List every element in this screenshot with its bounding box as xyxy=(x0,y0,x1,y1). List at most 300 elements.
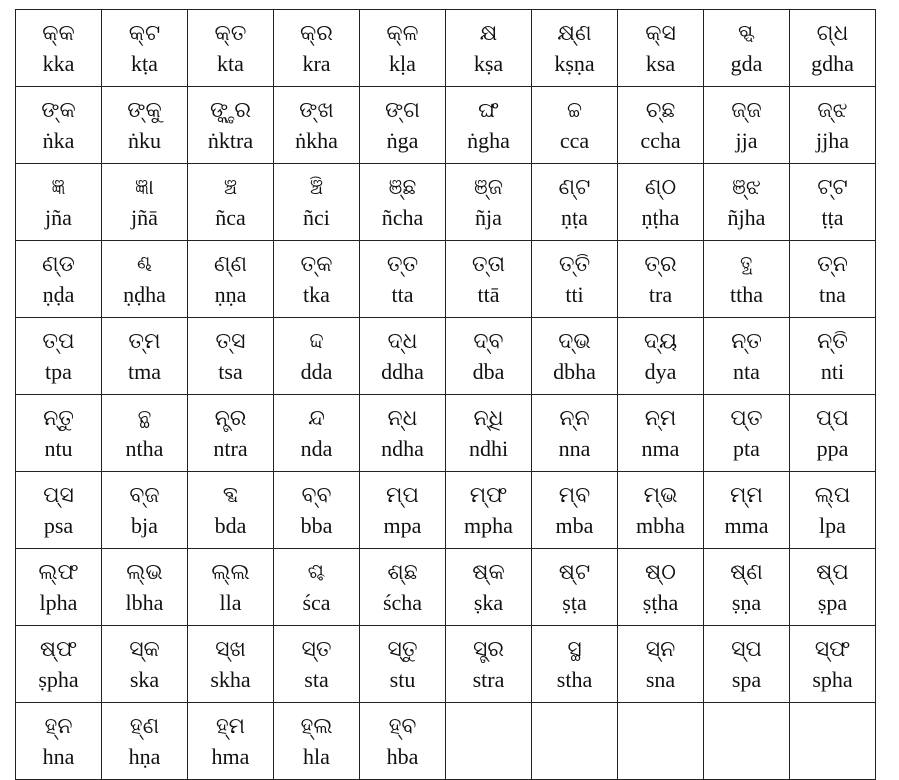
conjunct-cell xyxy=(446,626,532,703)
conjunct-cell xyxy=(188,87,274,164)
odia-conjunct-glyph: ତ୍ତା xyxy=(471,252,506,277)
conjunct-cell xyxy=(446,164,532,241)
odia-conjunct-glyph: ହ୍ଲ xyxy=(300,714,333,739)
conjunct-cell xyxy=(102,395,188,472)
conjunct-cell xyxy=(16,472,102,549)
transliteration-label: ddha xyxy=(381,359,424,384)
odia-conjunct-glyph: ଞ୍ଛ xyxy=(388,175,417,200)
odia-conjunct-glyph: ଙ୍କ xyxy=(41,98,76,123)
conjunct-cell xyxy=(704,164,790,241)
transliteration-label: nna xyxy=(558,436,591,461)
transliteration-label: tta xyxy=(391,282,414,307)
odia-conjunct-glyph: ତ୍ସ xyxy=(215,329,246,354)
odia-conjunct-glyph: ମ୍ବ xyxy=(558,483,591,508)
transliteration-label: kra xyxy=(302,51,331,76)
odia-conjunct-glyph: ହ୍ବ xyxy=(388,714,417,739)
odia-conjunct-glyph: ଜ୍ଜ xyxy=(731,98,762,123)
conjunct-cell xyxy=(704,549,790,626)
conjunct-cell xyxy=(532,87,618,164)
table-row xyxy=(16,703,876,780)
odia-conjunct-glyph: ଷ୍ପ xyxy=(816,560,849,585)
odia-conjunct-glyph: ସ୍ଥ xyxy=(567,637,582,662)
odia-conjunct-glyph: ଲ୍ଭ xyxy=(126,560,163,585)
conjunct-cell xyxy=(360,703,446,780)
conjunct-cell xyxy=(446,10,532,87)
conjunct-cell xyxy=(274,549,360,626)
odia-conjunct-glyph: ଙ୍କ୍ତ୍ର xyxy=(209,98,252,123)
odia-conjunct-glyph: ସ୍ତ xyxy=(301,637,332,662)
odia-conjunct-glyph: ଜ୍ଞା xyxy=(134,175,155,200)
transliteration-label: pta xyxy=(733,436,760,461)
conjunct-cell xyxy=(790,10,876,87)
transliteration-label: ṣpha xyxy=(38,667,79,692)
transliteration-label: ttā xyxy=(477,282,500,307)
transliteration-label: tna xyxy=(819,282,846,307)
odia-conjunct-glyph: ହ୍ମ xyxy=(215,714,246,739)
transliteration-label: ṣpa xyxy=(817,590,848,615)
transliteration-label: psa xyxy=(43,513,74,538)
conjunct-cell xyxy=(532,318,618,395)
odia-conjunct-glyph: ସ୍ତ୍ର xyxy=(472,637,505,662)
odia-conjunct-glyph: କ୍କ xyxy=(42,21,75,46)
odia-conjunct-glyph: ମ୍ଭ xyxy=(643,483,678,508)
odia-conjunct-glyph: ଦ୍ଦ xyxy=(309,329,324,354)
transliteration-label: spa xyxy=(731,667,762,692)
conjunct-cell xyxy=(188,395,274,472)
odia-conjunct-glyph: ଲ୍ଲ xyxy=(211,560,250,585)
transliteration-label: hba xyxy=(386,744,419,769)
conjunct-cell xyxy=(790,395,876,472)
odia-conjunct-glyph: ପ୍ତ xyxy=(730,406,763,431)
conjunct-cell xyxy=(16,318,102,395)
conjunct-cell xyxy=(188,241,274,318)
odia-conjunct-glyph: ଷ୍ଫ xyxy=(39,637,78,662)
odia-conjunct-glyph: ତ୍ପ xyxy=(42,329,75,354)
odia-conjunct-glyph: ଣ୍ଡ xyxy=(42,252,75,277)
odia-conjunct-glyph: ହ୍ନ xyxy=(44,714,73,739)
transliteration-label: ntha xyxy=(125,436,164,461)
odia-conjunct-glyph: ଶ୍ଚ xyxy=(307,560,326,585)
conjunct-cell xyxy=(188,10,274,87)
odia-conjunct-glyph: ସ୍ଫ xyxy=(814,637,851,662)
conjunct-cell xyxy=(618,472,704,549)
conjunct-cell xyxy=(532,626,618,703)
odia-conjunct-glyph: ନ୍ନ xyxy=(559,406,590,431)
conjunct-cell xyxy=(274,10,360,87)
table-row xyxy=(16,395,876,472)
odia-conjunct-glyph: ନ୍ତି xyxy=(817,329,848,354)
transliteration-label: mpha xyxy=(464,513,513,538)
transliteration-label: nti xyxy=(820,359,845,384)
conjunct-cell xyxy=(16,10,102,87)
odia-conjunct-glyph: ତ୍ତି xyxy=(558,252,591,277)
conjunct-cell xyxy=(360,241,446,318)
conjunct-cell xyxy=(16,703,102,780)
odia-conjunct-glyph: ଞ୍ଚ xyxy=(223,175,238,200)
odia-conjunct-glyph: ଦ୍ୟ xyxy=(643,329,678,354)
conjunct-cell xyxy=(274,395,360,472)
odia-conjunct-glyph: ସ୍ତୁ xyxy=(387,637,418,662)
conjunct-cell xyxy=(790,318,876,395)
odia-conjunct-glyph xyxy=(704,725,789,757)
conjunct-cell xyxy=(102,87,188,164)
transliteration-label: jja xyxy=(735,128,758,153)
odia-conjunct-glyph: ଷ୍ଟ xyxy=(558,560,591,585)
conjunct-cell xyxy=(704,318,790,395)
odia-conjunct-glyph: ଗ୍ଧ xyxy=(816,21,849,46)
conjunct-cell xyxy=(16,626,102,703)
odia-conjunct-glyph: ତ୍ତ xyxy=(386,252,419,277)
odia-conjunct-glyph: ବ୍ବ xyxy=(301,483,332,508)
odia-conjunct-glyph: ଞ୍ଚି xyxy=(309,175,324,200)
transliteration-label: ṅka xyxy=(42,128,75,153)
transliteration-label: lpha xyxy=(39,590,78,615)
transliteration-label: śca xyxy=(302,590,331,615)
conjunct-cell xyxy=(790,626,876,703)
odia-conjunct-glyph: ଷ୍କ xyxy=(472,560,505,585)
conjunct-cell xyxy=(618,10,704,87)
empty-cell xyxy=(704,703,790,780)
conjunct-table xyxy=(15,9,876,780)
odia-conjunct-glyph: ପ୍ପ xyxy=(816,406,849,431)
odia-conjunct-glyph: କ୍ର xyxy=(300,21,333,46)
conjunct-cell xyxy=(16,549,102,626)
transliteration-label: hma xyxy=(211,744,250,769)
transliteration-label: ppa xyxy=(816,436,849,461)
conjunct-cell xyxy=(102,10,188,87)
conjunct-cell xyxy=(532,164,618,241)
transliteration-label: dbha xyxy=(553,359,596,384)
conjunct-cell xyxy=(188,549,274,626)
odia-conjunct-glyph: ନ୍ଧି xyxy=(473,406,504,431)
conjunct-cell xyxy=(618,241,704,318)
conjunct-cell xyxy=(532,10,618,87)
conjunct-cell xyxy=(532,241,618,318)
transliteration-label: sta xyxy=(304,667,329,692)
odia-conjunct-glyph: ନ୍ତୁ xyxy=(43,406,74,431)
table-row xyxy=(16,164,876,241)
transliteration-label: ścha xyxy=(382,590,423,615)
conjunct-cell xyxy=(16,241,102,318)
conjunct-cell xyxy=(274,626,360,703)
conjunct-cell xyxy=(618,549,704,626)
conjunct-cell xyxy=(102,318,188,395)
odia-conjunct-glyph: ସ୍କ xyxy=(129,637,160,662)
conjunct-cell xyxy=(532,549,618,626)
transliteration-label: mbha xyxy=(636,513,685,538)
transliteration-label: mma xyxy=(724,513,769,538)
conjunct-cell xyxy=(618,395,704,472)
conjunct-cell xyxy=(618,626,704,703)
odia-conjunct-glyph: ଜ୍ଞ xyxy=(51,175,66,200)
transliteration-label: kṣṇa xyxy=(554,51,595,76)
odia-conjunct-glyph: ଙ୍କୁ xyxy=(127,98,162,123)
conjunct-cell xyxy=(704,395,790,472)
transliteration-label: ṣṇa xyxy=(731,590,762,615)
conjunct-cell xyxy=(188,318,274,395)
conjunct-cell xyxy=(446,549,532,626)
transliteration-label: tpa xyxy=(45,359,72,384)
transliteration-label: ṭṭa xyxy=(821,205,844,230)
table-row xyxy=(16,10,876,87)
odia-conjunct-glyph: ଜ୍ଝ xyxy=(817,98,848,123)
transliteration-label: jña xyxy=(45,205,72,230)
odia-conjunct-glyph: ତ୍ନ xyxy=(817,252,848,277)
transliteration-label: ndha xyxy=(381,436,424,461)
transliteration-label: lpa xyxy=(819,513,846,538)
conjunct-cell xyxy=(704,626,790,703)
transliteration-label: ṣṭa xyxy=(562,590,587,615)
transliteration-label: sna xyxy=(645,667,676,692)
conjunct-cell xyxy=(274,472,360,549)
transliteration-label: kka xyxy=(42,51,75,76)
transliteration-label: ṅku xyxy=(128,128,161,153)
odia-conjunct-glyph: ସ୍ପ xyxy=(731,637,762,662)
odia-conjunct-glyph: ନ୍ତ xyxy=(731,329,762,354)
odia-conjunct-glyph: ହ୍ଣ xyxy=(129,714,160,739)
odia-conjunct-glyph: ଷ୍ଠ xyxy=(645,560,676,585)
conjunct-cell xyxy=(618,87,704,164)
transliteration-label: dba xyxy=(472,359,505,384)
conjunct-cell xyxy=(618,164,704,241)
odia-conjunct-glyph: ଙ୍ଘ xyxy=(477,98,500,123)
transliteration-label: mba xyxy=(555,513,594,538)
conjunct-cell xyxy=(188,164,274,241)
transliteration-label: ñcha xyxy=(381,205,424,230)
conjunct-cell xyxy=(102,164,188,241)
conjunct-table-body xyxy=(16,10,876,780)
transliteration-label: kṣa xyxy=(473,51,504,76)
transliteration-label: ṇṭa xyxy=(561,205,588,230)
odia-conjunct-glyph: ବ୍ଦ xyxy=(222,483,239,508)
conjunct-cell xyxy=(704,87,790,164)
transliteration-label: spha xyxy=(812,667,853,692)
transliteration-label: tsa xyxy=(218,359,243,384)
empty-cell xyxy=(446,703,532,780)
table-row xyxy=(16,318,876,395)
odia-conjunct-glyph: କ୍ଟ xyxy=(128,21,161,46)
odia-conjunct-glyph: ନ୍ମ xyxy=(644,406,677,431)
table-row xyxy=(16,241,876,318)
odia-conjunct-glyph: ନ୍ତ୍ର xyxy=(214,406,247,431)
transliteration-label: ṅga xyxy=(386,128,419,153)
transliteration-label: ccha xyxy=(640,128,681,153)
conjunct-cell xyxy=(790,472,876,549)
transliteration-label: bda xyxy=(214,513,247,538)
odia-conjunct-glyph: କ୍ଷ୍ଣ xyxy=(557,21,592,46)
odia-conjunct-glyph: କ୍ସ xyxy=(645,21,676,46)
transliteration-label: nta xyxy=(733,359,760,384)
conjunct-cell xyxy=(360,164,446,241)
transliteration-label: gda xyxy=(730,51,763,76)
odia-conjunct-glyph: ଣ୍ଟ xyxy=(558,175,591,200)
transliteration-label: jñā xyxy=(131,205,158,230)
odia-conjunct-glyph: ଟ୍ଟ xyxy=(817,175,848,200)
odia-conjunct-glyph: କ୍ଳ xyxy=(386,21,419,46)
transliteration-label: ñjha xyxy=(727,205,766,230)
transliteration-label: ṅgha xyxy=(467,128,510,153)
odia-conjunct-glyph: ନ୍ଥ xyxy=(137,406,152,431)
conjunct-cell xyxy=(790,241,876,318)
odia-conjunct-glyph: ଞ୍ଜ xyxy=(474,175,503,200)
transliteration-label: nda xyxy=(300,436,333,461)
odia-conjunct-glyph: ମ୍ପ xyxy=(386,483,419,508)
transliteration-label: ṇṇa xyxy=(214,282,247,307)
odia-conjunct-glyph: ଣ୍ଠ xyxy=(644,175,677,200)
odia-conjunct-glyph: ଶ୍ଛ xyxy=(387,560,418,585)
odia-conjunct-glyph xyxy=(446,725,531,757)
transliteration-label: ṇṭha xyxy=(641,205,680,230)
odia-conjunct-glyph: ନ୍ଧ xyxy=(387,406,418,431)
conjunct-cell xyxy=(274,164,360,241)
conjunct-cell xyxy=(360,87,446,164)
transliteration-label: ñci xyxy=(303,205,330,230)
transliteration-label: ntra xyxy=(213,436,248,461)
transliteration-label: hna xyxy=(42,744,75,769)
odia-conjunct-glyph: ମ୍ମ xyxy=(730,483,763,508)
odia-conjunct-glyph xyxy=(532,725,617,757)
odia-conjunct-glyph: ଙ୍ଖ xyxy=(299,98,334,123)
odia-conjunct-glyph: କ୍ଷ xyxy=(479,21,498,46)
conjunct-cell xyxy=(102,472,188,549)
conjunct-cell xyxy=(188,472,274,549)
odia-conjunct-glyph: ଲ୍ପ xyxy=(814,483,851,508)
conjunct-cell xyxy=(102,549,188,626)
transliteration-label: mpa xyxy=(383,513,422,538)
conjunct-cell xyxy=(274,87,360,164)
odia-conjunct-glyph: ନ୍ଦ xyxy=(308,406,325,431)
empty-cell xyxy=(790,703,876,780)
conjunct-cell xyxy=(16,395,102,472)
conjunct-cell xyxy=(102,241,188,318)
transliteration-label: tma xyxy=(128,359,161,384)
odia-conjunct-glyph: କ୍ତ xyxy=(214,21,247,46)
conjunct-cell xyxy=(102,703,188,780)
conjunct-cell xyxy=(274,241,360,318)
transliteration-label: skha xyxy=(210,667,251,692)
odia-conjunct-glyph: ଚ୍ଛ xyxy=(645,98,676,123)
table-row xyxy=(16,87,876,164)
conjunct-cell xyxy=(274,318,360,395)
transliteration-label: lbha xyxy=(125,590,164,615)
transliteration-label: dda xyxy=(300,359,333,384)
transliteration-label: hṇa xyxy=(128,744,161,769)
transliteration-label: kṭa xyxy=(131,51,158,76)
odia-conjunct-glyph: ଷ୍ଣ xyxy=(730,560,763,585)
odia-conjunct-glyph xyxy=(790,725,875,757)
conjunct-cell xyxy=(446,318,532,395)
empty-cell xyxy=(532,703,618,780)
conjunct-cell xyxy=(188,703,274,780)
transliteration-label: tka xyxy=(303,282,330,307)
conjunct-cell xyxy=(446,87,532,164)
odia-conjunct-glyph: ତ୍ମ xyxy=(128,329,161,354)
transliteration-label: hla xyxy=(303,744,330,769)
transliteration-label: ksa xyxy=(645,51,676,76)
odia-conjunct-glyph: ପ୍ସ xyxy=(43,483,74,508)
transliteration-label: lla xyxy=(219,590,242,615)
transliteration-label: ṇḍa xyxy=(42,282,75,307)
transliteration-label: nma xyxy=(641,436,680,461)
odia-conjunct-glyph: ତ୍ର xyxy=(644,252,677,277)
transliteration-label: tra xyxy=(648,282,673,307)
conjunct-cell xyxy=(360,549,446,626)
transliteration-label: stha xyxy=(556,667,593,692)
conjunct-cell xyxy=(790,164,876,241)
odia-conjunct-glyph: ସ୍ନ xyxy=(645,637,676,662)
transliteration-label: ṣka xyxy=(473,590,504,615)
transliteration-label: ñja xyxy=(475,205,502,230)
conjunct-cell xyxy=(704,472,790,549)
conjunct-cell xyxy=(274,703,360,780)
conjunct-cell xyxy=(188,626,274,703)
transliteration-label: stra xyxy=(472,667,505,692)
table-row xyxy=(16,626,876,703)
table-row xyxy=(16,472,876,549)
conjunct-cell xyxy=(360,10,446,87)
conjunct-cell xyxy=(790,87,876,164)
odia-conjunct-glyph: ଣ୍ଣ xyxy=(213,252,248,277)
odia-conjunct-glyph: ବ୍ଜ xyxy=(129,483,160,508)
transliteration-label: ñca xyxy=(215,205,246,230)
conjunct-cell xyxy=(790,549,876,626)
transliteration-label: ṅkha xyxy=(295,128,338,153)
transliteration-label: dya xyxy=(644,359,677,384)
conjunct-cell xyxy=(16,87,102,164)
conjunct-cell xyxy=(532,472,618,549)
table-row xyxy=(16,549,876,626)
conjunct-cell xyxy=(360,318,446,395)
transliteration-label: ttha xyxy=(730,282,763,307)
conjunct-cell xyxy=(704,241,790,318)
transliteration-label: cca xyxy=(559,128,590,153)
transliteration-label: jjha xyxy=(816,128,849,153)
odia-conjunct-glyph: ଦ୍ଧ xyxy=(387,329,418,354)
odia-conjunct-glyph: ଙ୍ଗ xyxy=(384,98,421,123)
transliteration-label: kḷa xyxy=(389,51,416,76)
transliteration-label: ṣṭha xyxy=(642,590,679,615)
conjunct-cell xyxy=(532,395,618,472)
odia-conjunct-glyph: ମ୍ଫ xyxy=(469,483,508,508)
conjunct-cell xyxy=(360,395,446,472)
transliteration-label: tti xyxy=(565,282,584,307)
transliteration-label: ṅktra xyxy=(207,128,254,153)
odia-conjunct-glyph: ଦ୍ବ xyxy=(473,329,504,354)
conjunct-cell xyxy=(16,164,102,241)
transliteration-label: ndhi xyxy=(468,436,509,461)
conjunct-cell xyxy=(704,10,790,87)
transliteration-label: kta xyxy=(217,51,244,76)
conjunct-cell xyxy=(102,626,188,703)
transliteration-label: gdha xyxy=(811,51,854,76)
odia-conjunct-glyph: ସ୍ଖ xyxy=(215,637,246,662)
odia-conjunct-glyph: ଣ୍ଢ xyxy=(136,252,153,277)
conjunct-cell xyxy=(446,241,532,318)
odia-conjunct-glyph: ଲ୍ଫ xyxy=(38,560,79,585)
transliteration-label: ntu xyxy=(44,436,73,461)
transliteration-label: bja xyxy=(131,513,158,538)
conjunct-cell xyxy=(446,395,532,472)
conjunct-cell xyxy=(446,472,532,549)
conjunct-cell xyxy=(360,472,446,549)
odia-conjunct-glyph: ଦ୍ଭ xyxy=(558,329,591,354)
conjunct-cell xyxy=(360,626,446,703)
transliteration-label: stu xyxy=(389,667,416,692)
odia-conjunct-glyph: ଞ୍ଝ xyxy=(732,175,761,200)
transliteration-label: bba xyxy=(300,513,333,538)
odia-conjunct-glyph xyxy=(618,725,703,757)
odia-conjunct-glyph: ତ୍ଥ xyxy=(739,252,754,277)
